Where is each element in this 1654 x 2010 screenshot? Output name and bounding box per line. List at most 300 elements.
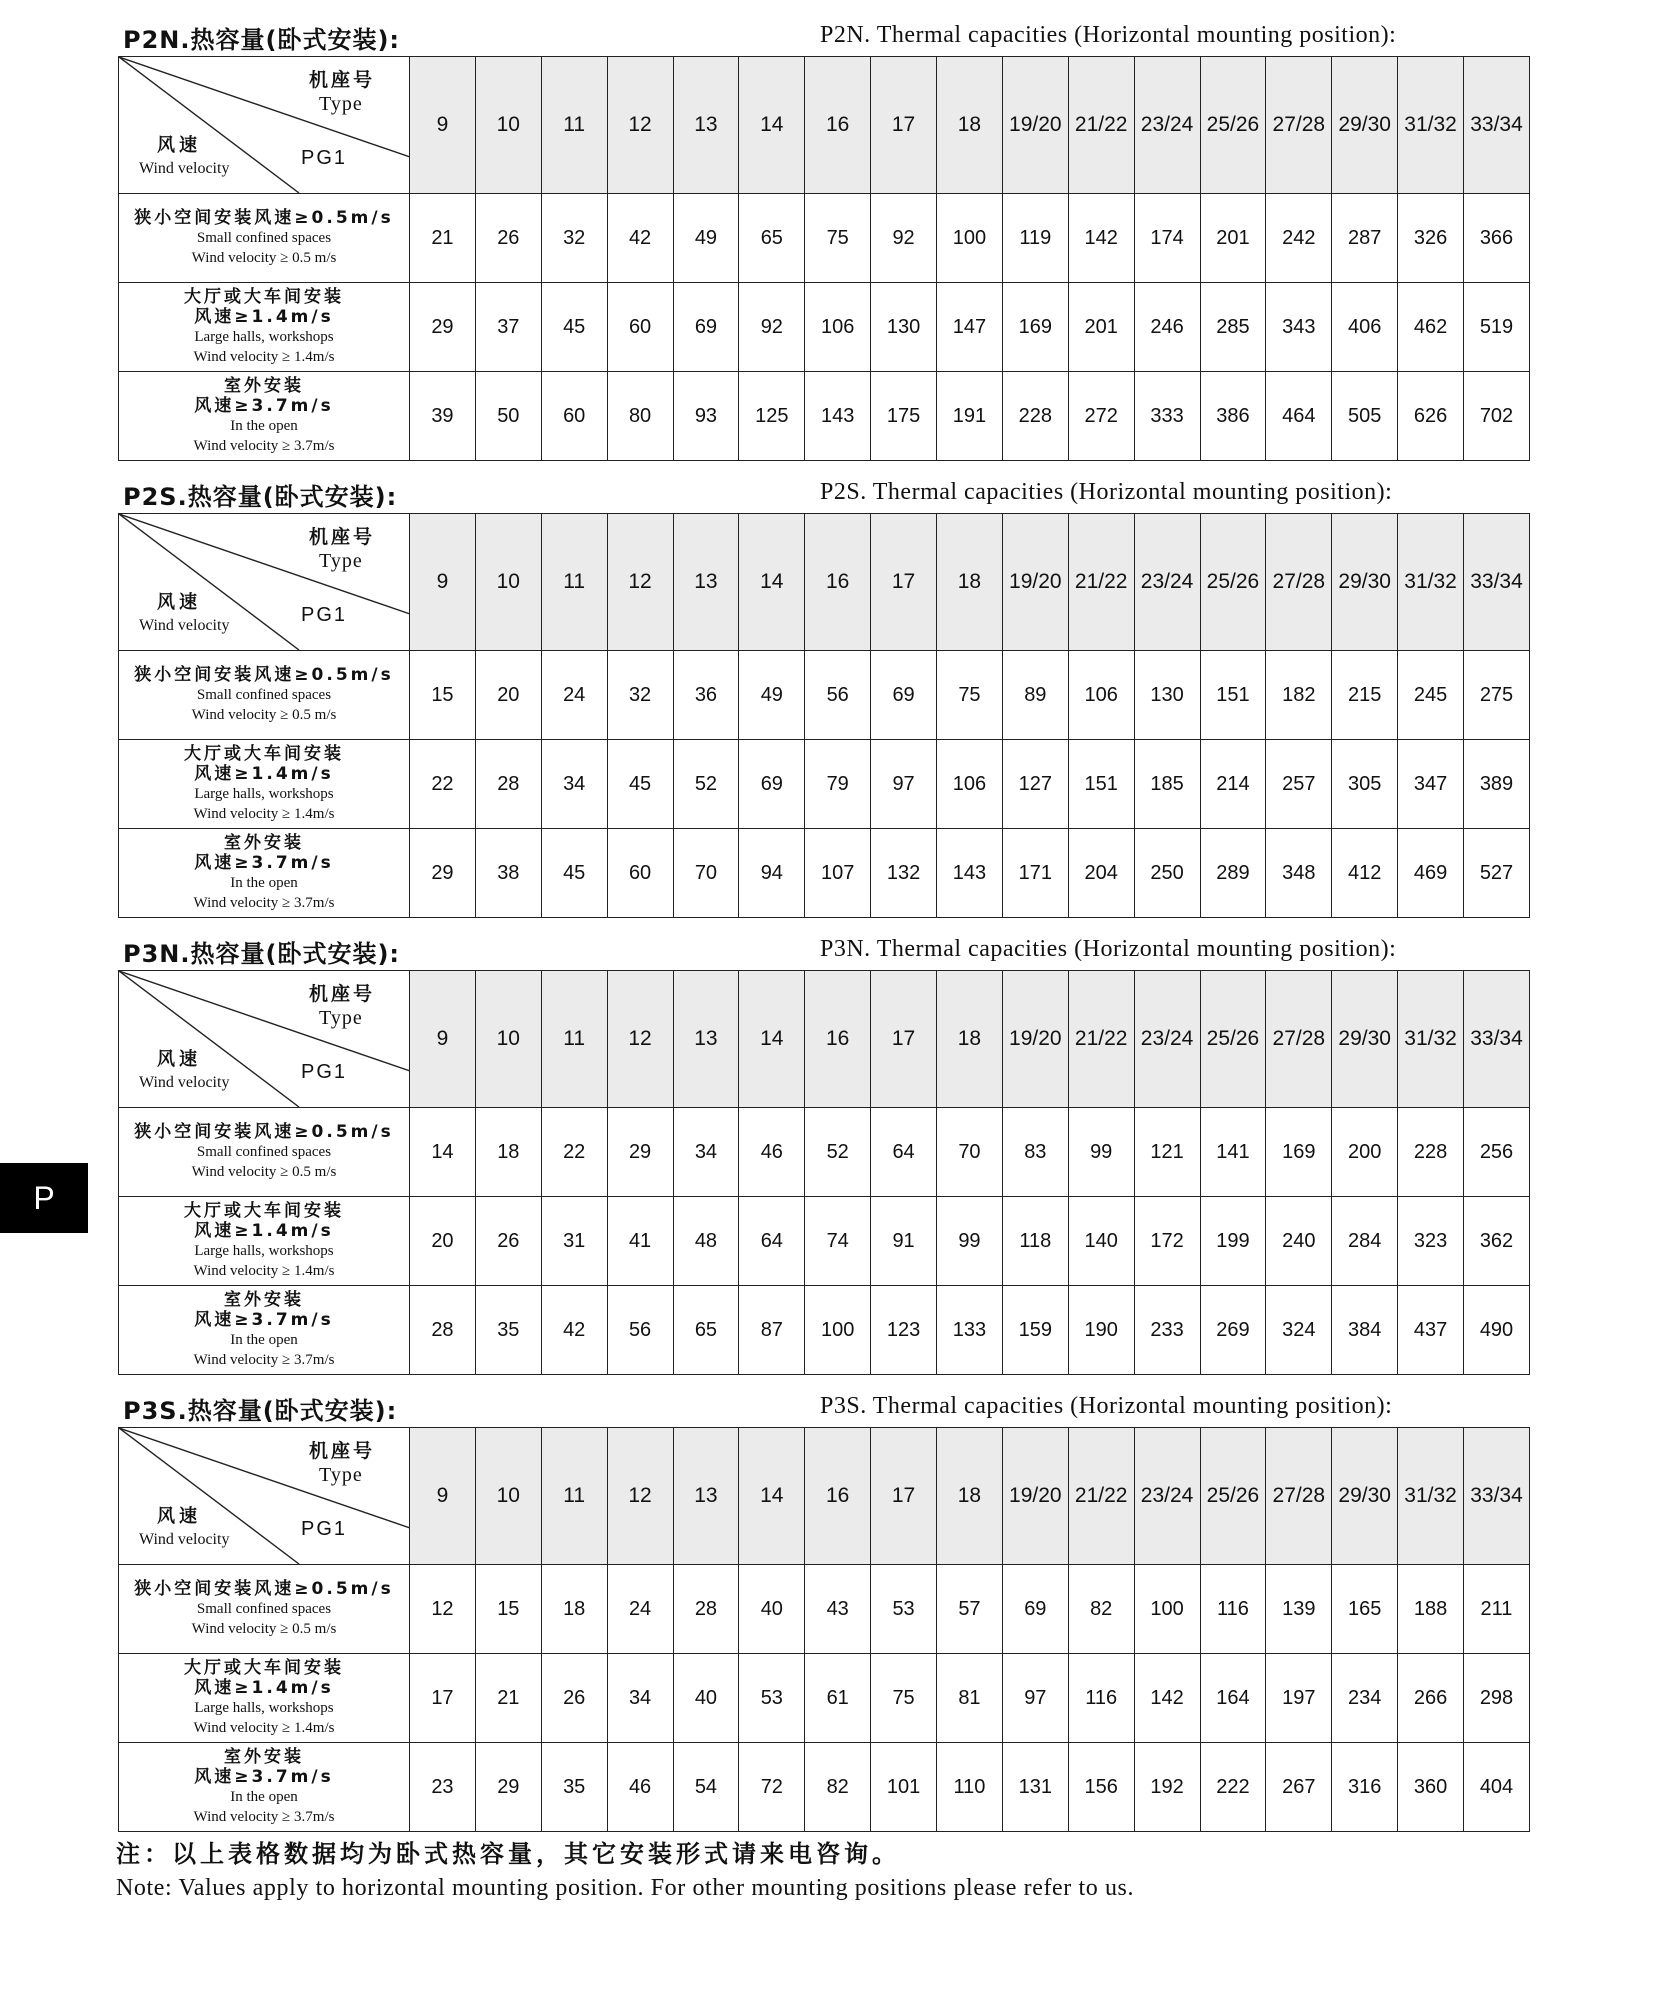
capacity-cell: 519 bbox=[1464, 283, 1530, 372]
capacity-cell: 106 bbox=[937, 740, 1003, 829]
wind-condition-line: 风速≥1.4m/s bbox=[194, 1678, 334, 1698]
capacity-cell: 139 bbox=[1266, 1565, 1332, 1654]
capacity-cell: 127 bbox=[1002, 740, 1068, 829]
wind-label-en: Wind velocity bbox=[139, 160, 230, 177]
wind-condition-line: 风速≥3.7m/s bbox=[194, 396, 334, 416]
capacity-cell: 26 bbox=[475, 194, 541, 283]
pg-label: PG1 bbox=[301, 1061, 348, 1083]
capacity-cell: 199 bbox=[1200, 1197, 1266, 1286]
capacity-table bbox=[118, 56, 1530, 461]
capacity-cell: 28 bbox=[475, 740, 541, 829]
type-column-header: 12 bbox=[607, 971, 673, 1108]
wind-condition-line: 风速≥3.7m/s bbox=[194, 853, 334, 873]
capacity-cell: 284 bbox=[1332, 1197, 1398, 1286]
capacity-cell: 53 bbox=[739, 1654, 805, 1743]
capacity-cell: 201 bbox=[1068, 283, 1134, 372]
capacity-cell: 24 bbox=[607, 1565, 673, 1654]
capacity-cell: 83 bbox=[1002, 1108, 1068, 1197]
wind-condition-line: 室外安装 bbox=[224, 1747, 304, 1767]
capacity-cell: 60 bbox=[607, 829, 673, 918]
type-label-en: Type bbox=[319, 93, 363, 115]
wind-condition-line: Small confined spaces bbox=[196, 1601, 332, 1617]
header-corner bbox=[119, 57, 410, 194]
capacity-cell: 142 bbox=[1068, 194, 1134, 283]
note-en: Note: Values apply to horizontal mounting position. For other mounting positions please refer to us. bbox=[116, 1875, 1135, 1901]
capacity-cell: 34 bbox=[607, 1654, 673, 1743]
capacity-cell: 92 bbox=[871, 194, 937, 283]
capacity-cell: 45 bbox=[607, 740, 673, 829]
capacity-cell: 39 bbox=[410, 372, 476, 461]
capacity-cell: 97 bbox=[1002, 1654, 1068, 1743]
wind-condition-line: Small confined spaces bbox=[196, 1144, 332, 1160]
capacity-cell: 192 bbox=[1134, 1743, 1200, 1832]
type-column-header: 31/32 bbox=[1398, 971, 1464, 1108]
wind-label-cn: 风速 bbox=[157, 1049, 201, 1070]
capacity-cell: 94 bbox=[739, 829, 805, 918]
type-column-header: 25/26 bbox=[1200, 1428, 1266, 1565]
header-corner bbox=[119, 971, 410, 1108]
capacity-cell: 20 bbox=[410, 1197, 476, 1286]
wind-condition-label bbox=[119, 829, 410, 918]
type-column-header: 19/20 bbox=[1002, 514, 1068, 651]
capacity-cell: 41 bbox=[607, 1197, 673, 1286]
table-title-cn: P2N.热容量(卧式安装): bbox=[123, 26, 401, 54]
type-column-header: 23/24 bbox=[1134, 1428, 1200, 1565]
capacity-cell: 289 bbox=[1200, 829, 1266, 918]
type-label-cn: 机座号 bbox=[309, 526, 376, 548]
wind-condition-line: 大厅或大车间安装 bbox=[184, 287, 344, 307]
capacity-cell: 12 bbox=[410, 1565, 476, 1654]
type-column-header: 11 bbox=[541, 57, 607, 194]
type-label-en: Type bbox=[319, 1464, 363, 1486]
capacity-cell: 324 bbox=[1266, 1286, 1332, 1375]
capacity-cell: 18 bbox=[541, 1565, 607, 1654]
capacity-cell: 74 bbox=[805, 1197, 871, 1286]
table-row bbox=[119, 1197, 1530, 1286]
capacity-cell: 35 bbox=[541, 1743, 607, 1832]
capacity-cell: 100 bbox=[805, 1286, 871, 1375]
capacity-cell: 702 bbox=[1464, 372, 1530, 461]
wind-label-cn: 风速 bbox=[157, 135, 201, 156]
capacity-cell: 49 bbox=[673, 194, 739, 283]
capacity-cell: 404 bbox=[1464, 1743, 1530, 1832]
table-row bbox=[119, 1108, 1530, 1197]
capacity-cell: 233 bbox=[1134, 1286, 1200, 1375]
capacity-cell: 204 bbox=[1068, 829, 1134, 918]
capacity-cell: 245 bbox=[1398, 651, 1464, 740]
capacity-cell: 116 bbox=[1200, 1565, 1266, 1654]
type-column-header: 25/26 bbox=[1200, 971, 1266, 1108]
type-column-header: 29/30 bbox=[1332, 971, 1398, 1108]
capacity-cell: 132 bbox=[871, 829, 937, 918]
capacity-cell: 21 bbox=[410, 194, 476, 283]
capacity-cell: 65 bbox=[739, 194, 805, 283]
capacity-cell: 29 bbox=[607, 1108, 673, 1197]
capacity-cell: 80 bbox=[607, 372, 673, 461]
wind-condition-line: 风速≥3.7m/s bbox=[194, 1767, 334, 1787]
capacity-table-block bbox=[118, 1387, 1530, 1832]
capacity-cell: 69 bbox=[1002, 1565, 1068, 1654]
capacity-cell: 100 bbox=[937, 194, 1003, 283]
capacity-cell: 228 bbox=[1398, 1108, 1464, 1197]
capacity-cell: 125 bbox=[739, 372, 805, 461]
table-title-cn: P3N.热容量(卧式安装): bbox=[123, 940, 401, 968]
capacity-cell: 37 bbox=[475, 283, 541, 372]
capacity-cell: 159 bbox=[1002, 1286, 1068, 1375]
wind-condition-label bbox=[119, 194, 410, 283]
capacity-cell: 15 bbox=[475, 1565, 541, 1654]
capacity-cell: 266 bbox=[1398, 1654, 1464, 1743]
type-column-header: 16 bbox=[805, 57, 871, 194]
capacity-cell: 389 bbox=[1464, 740, 1530, 829]
table-row bbox=[119, 283, 1530, 372]
table-title-en: P3N. Thermal capacities (Horizontal mounting position): bbox=[820, 936, 1397, 962]
type-column-header: 27/28 bbox=[1266, 971, 1332, 1108]
type-column-header: 23/24 bbox=[1134, 514, 1200, 651]
wind-label-en: Wind velocity bbox=[139, 617, 230, 634]
wind-condition-line: Large halls, workshops bbox=[194, 329, 334, 345]
type-column-header: 14 bbox=[739, 57, 805, 194]
type-column-header: 31/32 bbox=[1398, 1428, 1464, 1565]
type-column-header: 31/32 bbox=[1398, 514, 1464, 651]
capacity-cell: 20 bbox=[475, 651, 541, 740]
type-column-header: 16 bbox=[805, 1428, 871, 1565]
capacity-cell: 130 bbox=[871, 283, 937, 372]
capacity-cell: 343 bbox=[1266, 283, 1332, 372]
capacity-cell: 101 bbox=[871, 1743, 937, 1832]
table-row bbox=[119, 829, 1530, 918]
capacity-cell: 626 bbox=[1398, 372, 1464, 461]
capacity-cell: 49 bbox=[739, 651, 805, 740]
capacity-cell: 172 bbox=[1134, 1197, 1200, 1286]
capacity-cell: 133 bbox=[937, 1286, 1003, 1375]
capacity-cell: 469 bbox=[1398, 829, 1464, 918]
type-label-cn: 机座号 bbox=[309, 69, 376, 91]
type-column-header: 23/24 bbox=[1134, 971, 1200, 1108]
capacity-cell: 182 bbox=[1266, 651, 1332, 740]
type-column-header: 11 bbox=[541, 971, 607, 1108]
capacity-cell: 70 bbox=[937, 1108, 1003, 1197]
capacity-cell: 100 bbox=[1134, 1565, 1200, 1654]
capacity-cell: 257 bbox=[1266, 740, 1332, 829]
capacity-cell: 72 bbox=[739, 1743, 805, 1832]
header-row bbox=[119, 57, 1530, 194]
wind-condition-line: 狭小空间安装风速≥0.5m/s bbox=[134, 1579, 394, 1599]
type-column-header: 33/34 bbox=[1464, 1428, 1530, 1565]
capacity-cell: 91 bbox=[871, 1197, 937, 1286]
wind-label-en: Wind velocity bbox=[139, 1074, 230, 1091]
type-column-header: 13 bbox=[673, 1428, 739, 1565]
capacity-cell: 175 bbox=[871, 372, 937, 461]
type-column-header: 14 bbox=[739, 1428, 805, 1565]
capacity-cell: 527 bbox=[1464, 829, 1530, 918]
capacity-cell: 174 bbox=[1134, 194, 1200, 283]
type-column-header: 12 bbox=[607, 514, 673, 651]
type-column-header: 10 bbox=[475, 57, 541, 194]
table-row bbox=[119, 1654, 1530, 1743]
capacity-cell: 362 bbox=[1464, 1197, 1530, 1286]
capacity-cell: 222 bbox=[1200, 1743, 1266, 1832]
capacity-cell: 118 bbox=[1002, 1197, 1068, 1286]
wind-label-cn: 风速 bbox=[157, 1506, 201, 1527]
capacity-cell: 142 bbox=[1134, 1654, 1200, 1743]
wind-condition-line: Wind velocity ≥ 1.4m/s bbox=[193, 1720, 335, 1736]
capacity-cell: 81 bbox=[937, 1654, 1003, 1743]
capacity-cell: 366 bbox=[1464, 194, 1530, 283]
capacity-table bbox=[118, 1427, 1530, 1832]
type-column-header: 9 bbox=[410, 57, 476, 194]
capacity-cell: 256 bbox=[1464, 1108, 1530, 1197]
capacity-cell: 45 bbox=[541, 829, 607, 918]
type-column-header: 23/24 bbox=[1134, 57, 1200, 194]
capacity-cell: 64 bbox=[739, 1197, 805, 1286]
capacity-cell: 275 bbox=[1464, 651, 1530, 740]
type-label-en: Type bbox=[319, 1007, 363, 1029]
type-column-header: 12 bbox=[607, 1428, 673, 1565]
capacity-cell: 269 bbox=[1200, 1286, 1266, 1375]
type-column-header: 19/20 bbox=[1002, 971, 1068, 1108]
capacity-cell: 93 bbox=[673, 372, 739, 461]
wind-condition-line: 狭小空间安装风速≥0.5m/s bbox=[134, 1122, 394, 1142]
capacity-cell: 29 bbox=[410, 829, 476, 918]
capacity-cell: 61 bbox=[805, 1654, 871, 1743]
type-column-header: 18 bbox=[937, 1428, 1003, 1565]
capacity-cell: 50 bbox=[475, 372, 541, 461]
capacity-cell: 45 bbox=[541, 283, 607, 372]
type-column-header: 21/22 bbox=[1068, 1428, 1134, 1565]
type-column-header: 14 bbox=[739, 514, 805, 651]
wind-condition-line: Wind velocity ≥ 1.4m/s bbox=[193, 349, 335, 365]
capacity-cell: 60 bbox=[607, 283, 673, 372]
capacity-cell: 28 bbox=[673, 1565, 739, 1654]
capacity-cell: 116 bbox=[1068, 1654, 1134, 1743]
header-row bbox=[119, 514, 1530, 651]
capacity-cell: 69 bbox=[871, 651, 937, 740]
capacity-cell: 200 bbox=[1332, 1108, 1398, 1197]
capacity-cell: 437 bbox=[1398, 1286, 1464, 1375]
capacity-cell: 285 bbox=[1200, 283, 1266, 372]
wind-condition-line: 室外安装 bbox=[224, 1290, 304, 1310]
capacity-table-block bbox=[118, 930, 1530, 1375]
capacity-cell: 70 bbox=[673, 829, 739, 918]
capacity-cell: 119 bbox=[1002, 194, 1068, 283]
capacity-cell: 32 bbox=[607, 651, 673, 740]
type-column-header: 18 bbox=[937, 514, 1003, 651]
capacity-cell: 188 bbox=[1398, 1565, 1464, 1654]
capacity-cell: 250 bbox=[1134, 829, 1200, 918]
capacity-cell: 92 bbox=[739, 283, 805, 372]
type-column-header: 17 bbox=[871, 57, 937, 194]
wind-condition-line: 大厅或大车间安装 bbox=[184, 1658, 344, 1678]
type-column-header: 27/28 bbox=[1266, 57, 1332, 194]
capacity-cell: 75 bbox=[871, 1654, 937, 1743]
pg-label: PG1 bbox=[301, 604, 348, 626]
capacity-cell: 35 bbox=[475, 1286, 541, 1375]
wind-condition-line: Wind velocity ≥ 3.7m/s bbox=[193, 1352, 335, 1368]
capacity-cell: 26 bbox=[541, 1654, 607, 1743]
capacity-cell: 46 bbox=[739, 1108, 805, 1197]
type-column-header: 16 bbox=[805, 971, 871, 1108]
capacity-cell: 298 bbox=[1464, 1654, 1530, 1743]
type-column-header: 18 bbox=[937, 971, 1003, 1108]
type-label-cn: 机座号 bbox=[309, 983, 376, 1005]
table-row bbox=[119, 372, 1530, 461]
wind-condition-line: Small confined spaces bbox=[196, 230, 332, 246]
capacity-cell: 234 bbox=[1332, 1654, 1398, 1743]
capacity-cell: 185 bbox=[1134, 740, 1200, 829]
table-row bbox=[119, 1743, 1530, 1832]
wind-condition-line: Wind velocity ≥ 0.5 m/s bbox=[191, 250, 337, 266]
capacity-cell: 22 bbox=[410, 740, 476, 829]
type-column-header: 27/28 bbox=[1266, 514, 1332, 651]
wind-condition-line: 大厅或大车间安装 bbox=[184, 744, 344, 764]
type-column-header: 29/30 bbox=[1332, 1428, 1398, 1565]
header-row bbox=[119, 1428, 1530, 1565]
wind-condition-line: 风速≥1.4m/s bbox=[194, 307, 334, 327]
wind-condition-line: 风速≥1.4m/s bbox=[194, 1221, 334, 1241]
type-column-header: 13 bbox=[673, 514, 739, 651]
type-column-header: 21/22 bbox=[1068, 514, 1134, 651]
capacity-cell: 462 bbox=[1398, 283, 1464, 372]
wind-condition-line: Wind velocity ≥ 0.5 m/s bbox=[191, 1621, 337, 1637]
wind-condition-line: Wind velocity ≥ 1.4m/s bbox=[193, 806, 335, 822]
capacity-cell: 29 bbox=[410, 283, 476, 372]
capacity-cell: 201 bbox=[1200, 194, 1266, 283]
wind-condition-label bbox=[119, 1197, 410, 1286]
wind-condition-line: In the open bbox=[230, 1789, 298, 1805]
type-column-header: 33/34 bbox=[1464, 971, 1530, 1108]
table-title-en: P3S. Thermal capacities (Horizontal mounting position): bbox=[820, 1393, 1393, 1419]
table-row bbox=[119, 740, 1530, 829]
capacity-cell: 97 bbox=[871, 740, 937, 829]
capacity-cell: 36 bbox=[673, 651, 739, 740]
capacity-cell: 147 bbox=[937, 283, 1003, 372]
type-column-header: 16 bbox=[805, 514, 871, 651]
type-column-header: 31/32 bbox=[1398, 57, 1464, 194]
capacity-cell: 40 bbox=[739, 1565, 805, 1654]
capacity-cell: 56 bbox=[607, 1286, 673, 1375]
capacity-cell: 99 bbox=[937, 1197, 1003, 1286]
wind-condition-label bbox=[119, 283, 410, 372]
note-cn: 注：以上表格数据均为卧式热容量，其它安装形式请来电咨询。 bbox=[116, 1840, 900, 1868]
table-title-en: P2N. Thermal capacities (Horizontal mounting position): bbox=[820, 22, 1397, 48]
capacity-cell: 406 bbox=[1332, 283, 1398, 372]
wind-condition-line: 室外安装 bbox=[224, 833, 304, 853]
capacity-cell: 60 bbox=[541, 372, 607, 461]
header-row bbox=[119, 971, 1530, 1108]
capacity-cell: 140 bbox=[1068, 1197, 1134, 1286]
capacity-cell: 130 bbox=[1134, 651, 1200, 740]
capacity-cell: 34 bbox=[541, 740, 607, 829]
capacity-cell: 26 bbox=[475, 1197, 541, 1286]
type-column-header: 11 bbox=[541, 1428, 607, 1565]
type-column-header: 21/22 bbox=[1068, 971, 1134, 1108]
table-row bbox=[119, 651, 1530, 740]
wind-label-cn: 风速 bbox=[157, 592, 201, 613]
capacity-cell: 141 bbox=[1200, 1108, 1266, 1197]
capacity-cell: 42 bbox=[607, 194, 673, 283]
capacity-cell: 43 bbox=[805, 1565, 871, 1654]
table-row bbox=[119, 1565, 1530, 1654]
table-row bbox=[119, 1286, 1530, 1375]
capacity-cell: 347 bbox=[1398, 740, 1464, 829]
wind-condition-label bbox=[119, 1565, 410, 1654]
capacity-cell: 323 bbox=[1398, 1197, 1464, 1286]
type-column-header: 17 bbox=[871, 971, 937, 1108]
wind-condition-line: Wind velocity ≥ 1.4m/s bbox=[193, 1263, 335, 1279]
type-column-header: 29/30 bbox=[1332, 57, 1398, 194]
capacity-cell: 40 bbox=[673, 1654, 739, 1743]
capacity-cell: 151 bbox=[1200, 651, 1266, 740]
capacity-cell: 69 bbox=[739, 740, 805, 829]
type-column-header: 10 bbox=[475, 514, 541, 651]
capacity-cell: 87 bbox=[739, 1286, 805, 1375]
capacity-cell: 24 bbox=[541, 651, 607, 740]
type-column-header: 19/20 bbox=[1002, 1428, 1068, 1565]
wind-condition-line: In the open bbox=[230, 1332, 298, 1348]
capacity-cell: 191 bbox=[937, 372, 1003, 461]
capacity-cell: 464 bbox=[1266, 372, 1332, 461]
header-corner bbox=[119, 1428, 410, 1565]
capacity-cell: 267 bbox=[1266, 1743, 1332, 1832]
wind-condition-line: 狭小空间安装风速≥0.5m/s bbox=[134, 208, 394, 228]
capacity-cell: 28 bbox=[410, 1286, 476, 1375]
capacity-table-block bbox=[118, 16, 1530, 461]
capacity-cell: 316 bbox=[1332, 1743, 1398, 1832]
type-column-header: 9 bbox=[410, 1428, 476, 1565]
capacity-cell: 48 bbox=[673, 1197, 739, 1286]
wind-condition-line: Wind velocity ≥ 3.7m/s bbox=[193, 1809, 335, 1825]
wind-condition-label bbox=[119, 1743, 410, 1832]
capacity-cell: 82 bbox=[1068, 1565, 1134, 1654]
capacity-cell: 52 bbox=[805, 1108, 871, 1197]
type-column-header: 25/26 bbox=[1200, 514, 1266, 651]
capacity-cell: 386 bbox=[1200, 372, 1266, 461]
capacity-cell: 214 bbox=[1200, 740, 1266, 829]
wind-condition-line: 风速≥3.7m/s bbox=[194, 1310, 334, 1330]
type-column-header: 21/22 bbox=[1068, 57, 1134, 194]
capacity-cell: 384 bbox=[1332, 1286, 1398, 1375]
capacity-cell: 56 bbox=[805, 651, 871, 740]
wind-condition-line: Wind velocity ≥ 3.7m/s bbox=[193, 895, 335, 911]
capacity-cell: 106 bbox=[1068, 651, 1134, 740]
wind-condition-line: Wind velocity ≥ 0.5 m/s bbox=[191, 707, 337, 723]
header-corner bbox=[119, 514, 410, 651]
type-column-header: 10 bbox=[475, 971, 541, 1108]
type-label-en: Type bbox=[319, 550, 363, 572]
capacity-cell: 131 bbox=[1002, 1743, 1068, 1832]
capacity-cell: 272 bbox=[1068, 372, 1134, 461]
capacity-cell: 169 bbox=[1266, 1108, 1332, 1197]
wind-condition-line: Wind velocity ≥ 0.5 m/s bbox=[191, 1164, 337, 1180]
capacity-cell: 17 bbox=[410, 1654, 476, 1743]
wind-condition-line: 室外安装 bbox=[224, 376, 304, 396]
type-column-header: 10 bbox=[475, 1428, 541, 1565]
type-column-header: 14 bbox=[739, 971, 805, 1108]
pg-label: PG1 bbox=[301, 1518, 348, 1540]
capacity-cell: 42 bbox=[541, 1286, 607, 1375]
capacity-cell: 190 bbox=[1068, 1286, 1134, 1375]
capacity-table-block bbox=[118, 473, 1530, 918]
capacity-cell: 79 bbox=[805, 740, 871, 829]
capacity-cell: 34 bbox=[673, 1108, 739, 1197]
wind-condition-line: 风速≥1.4m/s bbox=[194, 764, 334, 784]
section-tab-p[interactable]: P bbox=[0, 1163, 88, 1233]
type-column-header: 33/34 bbox=[1464, 514, 1530, 651]
capacity-cell: 211 bbox=[1464, 1565, 1530, 1654]
capacity-cell: 215 bbox=[1332, 651, 1398, 740]
type-column-header: 12 bbox=[607, 57, 673, 194]
